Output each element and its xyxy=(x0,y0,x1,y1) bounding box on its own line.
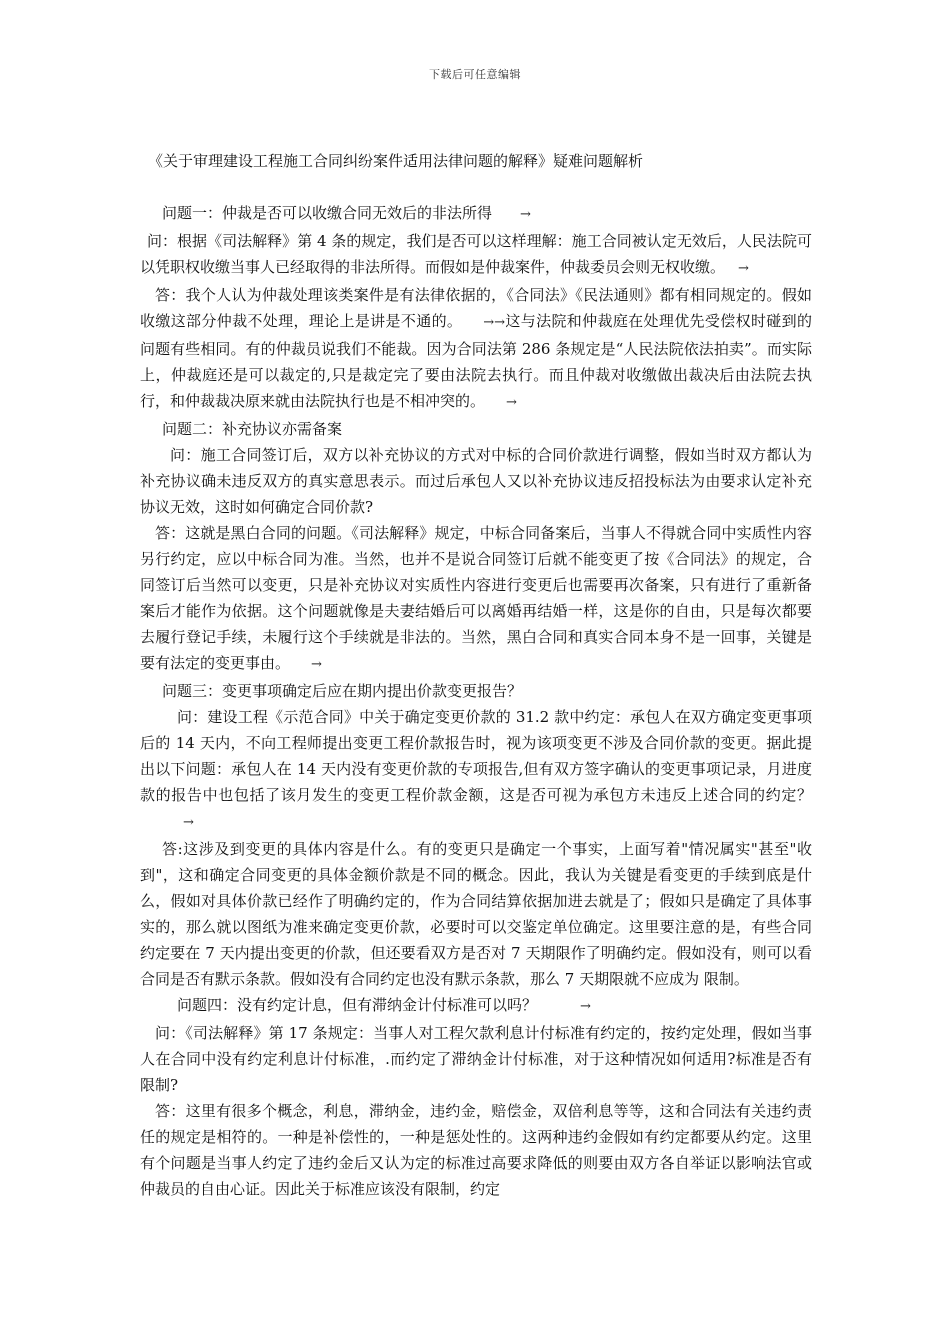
paragraph-question-3-answer xyxy=(140,836,812,992)
paragraph-question-1-answer xyxy=(140,282,812,416)
paragraph-text: 问题三：变更事项确定后应在期内提出价款变更报告？ xyxy=(162,682,523,700)
header-note: 下载后可任意编辑 xyxy=(429,68,521,81)
paragraph-question-4-ask xyxy=(140,1020,812,1098)
paragraph-text: 答:这涉及到变更的具体内容是什么。有的变更只是确定一个事实，上面写着"情况属实"甚至"收到"，这和确定合同变更的具体金额价款是不同的概念。因此，我认为关键是看变更的手续到底是什么，假如对具体价款已经作了明确约定的，作为合同结算依据加进去就是了；假如只是确定了具体事实的，那么就以图纸为准来确定变更价款，必要时可以交鉴定单位确定。这里要注意的是，有些合同约定要在 7 天内提出变更的价款，但还要看双方是否对 7 天期限作了明确约定。假如没有，则可以看合同是否有默示条款。假如没有合同约定也没有默示条款，那么 7 天期限就不应成为 限制。 xyxy=(140,840,812,988)
paragraph-text: 问：根据《司法解释》第 4 条的规定，我们是否可以这样理解：施工合同被认定无效后，人民法院可以凭职权收缴当事人已经取得的非法所得。而假如是仲裁案件，仲裁委员会则无权收缴。 xyxy=(140,232,812,276)
paragraph-text: 问：建设工程《示范合同》中关于确定变更价款的 31.2 款中约定：承包人在双方确定变更事项后的 14 天内，不向工程师提出变更工程价款报告时，视为该项变更不涉及合同价款的变更。据此提出以下问题：承包人在 14 天内没有变更价款的专项报告,但有双方签字确认的变更事项记录，月进度款的报告中也包括了该月发生的变更工程价款金额，这是否可视为承包方未违反上述合同的约定？ xyxy=(140,708,812,804)
paragraph-text: 答：我个人认为仲裁处理该类案件是有法律依据的，《合同法》《民法通则》都有相同规定的。假如收缴这部分仲裁不处理，理论上是讲是不通的。 xyxy=(140,286,812,330)
paragraph-mark-icon: →→ xyxy=(483,315,506,330)
paragraph-question-3-ask xyxy=(140,704,812,836)
paragraph-text: 问题一：仲裁是否可以收缴合同无效后的非法所得 xyxy=(162,204,493,222)
paragraph-text: 这与法院和仲裁庭在处理优先受偿权时碰到的问题有些相同。有的仲裁员说我们不能裁。因为合同法第 286 条规定是“人民法院依法拍卖”。而实际上，仲裁庭还是可以裁定的,只是裁定完了要由法院去执行。而且仲裁对收缴做出裁决后由法院去执行，和仲裁裁决原来就由法院执行也是不相冲突的。 xyxy=(140,312,812,410)
paragraph-question-4-answer xyxy=(140,1098,812,1202)
paragraph-text: 问题四：没有约定计息，但有滞纳金计付标准可以吗？ xyxy=(177,996,538,1014)
paragraph-question-1-heading xyxy=(140,200,812,228)
paragraph-text: 问：施工合同签订后，双方以补充协议的方式对中标的合同价款进行调整，假如当时双方都认为补充协议确未违反双方的真实意思表示。而过后承包人又以补充协议违反招投标法为由要求认定补充协议无效，这时如何确定合同价款? xyxy=(140,446,812,516)
paragraph-mark-icon: → xyxy=(520,207,531,222)
paragraph-mark-icon: → xyxy=(311,657,322,672)
paragraph-mark-icon: → xyxy=(183,815,194,830)
paragraph-question-2-answer xyxy=(140,520,812,678)
paragraph-mark-icon: → xyxy=(506,395,517,410)
paragraph-question-4-heading xyxy=(140,992,812,1020)
paragraph-text: 问：《司法解释》第 17 条规定：当事人对工程欠款利息计付标准有约定的，按约定处理，假如当事人在合同中没有约定利息计付标准，.而约定了滞纳金计付标准，对于这种情况如何适用?标准是否有限制? xyxy=(140,1024,812,1094)
paragraph-question-2-heading xyxy=(140,416,812,442)
paragraph-mark-icon: → xyxy=(580,999,591,1014)
paragraph-question-3-heading xyxy=(140,678,812,704)
paragraph-mark-icon: → xyxy=(738,261,749,276)
document-body xyxy=(140,200,812,1202)
document-title: 《关于审理建设工程施工合同纠纷案件适用法律问题的解释》疑难问题解析 xyxy=(148,152,644,170)
paragraph-text: 答：这就是黑白合同的问题。《司法解释》规定，中标合同备案后，当事人不得就合同中实质性内容另行约定，应以中标合同为准。当然，也并不是说合同签订后就不能变更了按《合同法》的规定，合同签订后当然可以变更，只是补充协议对实质性内容进行变更后也需要再次备案，只有进行了重新备案后才能作为依据。这个问题就像是夫妻结婚后可以离婚再结婚一样，这是你的自由，只是每次都要去履行登记手续，未履行这个手续就是非法的。当然，黑白合同和真实合同本身不是一回事，关键是要有法定的变更事由。 xyxy=(140,524,812,672)
paragraph-text: 问题二：补充协议亦需备案 xyxy=(162,420,343,438)
paragraph-text: 答：这里有很多个概念，利息，滞纳金，违约金，赔偿金，双倍利息等等，这和合同法有关违约责任的规定是相符的。一种是补偿性的，一种是惩处性的。这两种违约金假如有约定都要从约定。这里有个问题是当事人约定了违约金后又认为定的标准过高要求降低的则要由双方各自举证以影响法官或仲裁员的自由心证。因此关于标准应该没有限制，约定 xyxy=(140,1102,812,1198)
paragraph-question-1-ask xyxy=(140,228,812,282)
paragraph-question-2-ask xyxy=(140,442,812,520)
